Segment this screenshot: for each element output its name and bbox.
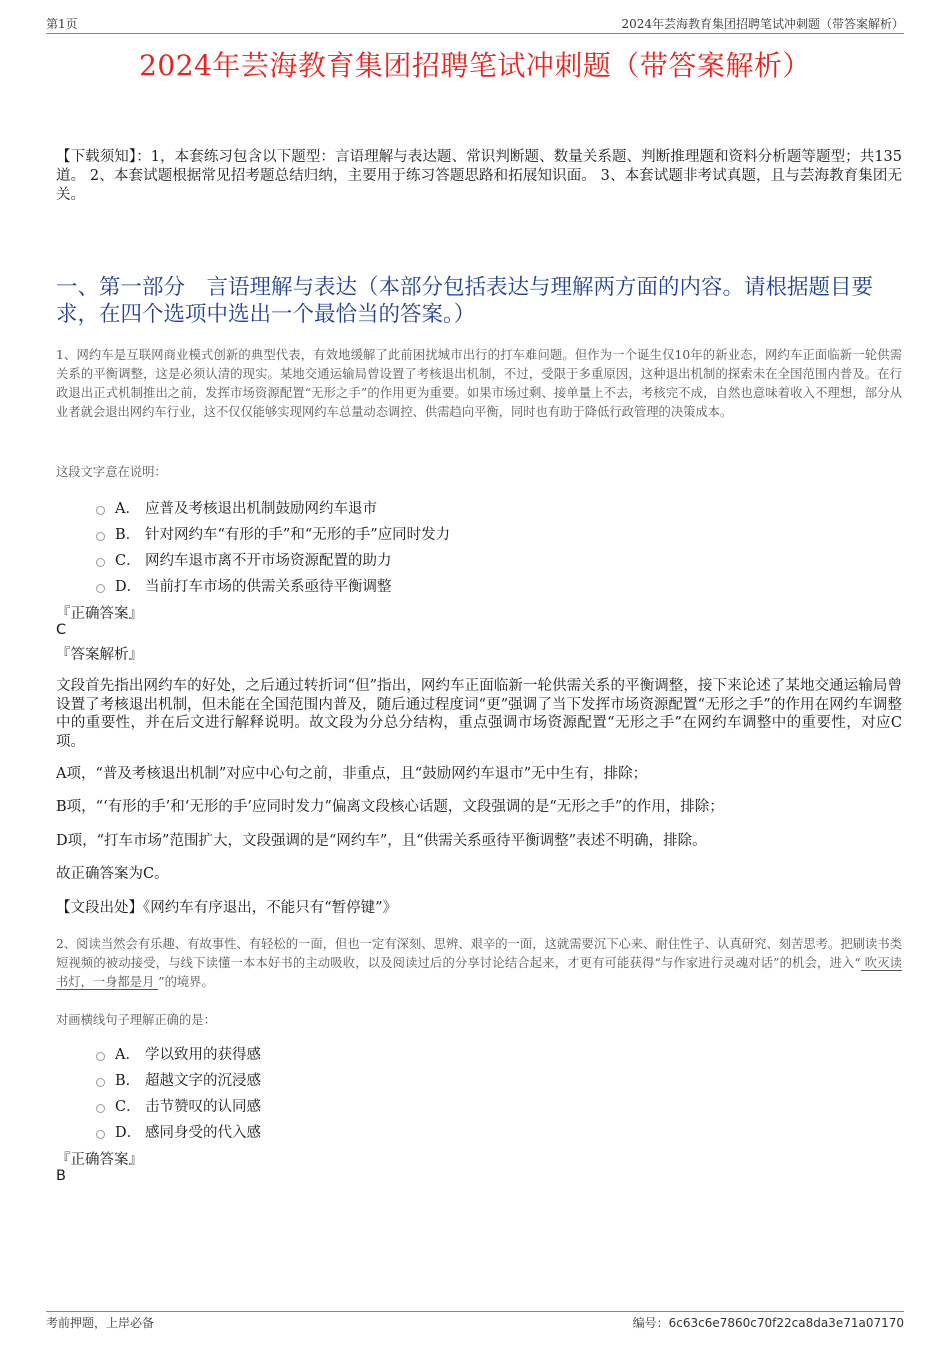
question-1-option-c[interactable] <box>96 549 392 570</box>
text-source: 【文段出处】《网约车有序退出，不能只有“暂停键”》 <box>56 900 398 916</box>
question-2-option-a[interactable] <box>96 1043 261 1064</box>
header-divider <box>46 33 904 34</box>
option-letter: B． <box>115 527 141 543</box>
code-value: 6c63c6e7860c70f22ca8da3e71a07170 <box>668 1316 904 1330</box>
option-letter: C． <box>115 1099 141 1115</box>
analysis-conclusion: 故正确答案为C。 <box>56 866 169 882</box>
option-text: 击节赞叹的认同感 <box>145 1099 261 1115</box>
option-text: 学以致用的获得感 <box>145 1047 261 1063</box>
option-text: 针对网约车“有形的手”和“无形的手”应同时发力 <box>145 527 451 543</box>
option-text: 超越文字的沉浸感 <box>145 1073 261 1089</box>
question-1-prompt: 这段文字意在说明： <box>56 465 167 479</box>
correct-answer-value: B <box>56 1168 66 1184</box>
radio-button-icon[interactable] <box>96 1130 105 1139</box>
footer-code <box>633 1314 904 1331</box>
analysis-note-d: D项，“打车市场”范围扩大，文段强调的是“网约车”，且“供需关系亟待平衡调整”表述不明确，排除。 <box>56 833 707 849</box>
radio-button-icon[interactable] <box>96 584 105 593</box>
page-title: 2024年芸海教育集团招聘笔试冲刺题（带答案解析） <box>139 49 811 82</box>
correct-answer-label: 『正确答案』 <box>56 606 143 622</box>
question-1-option-b[interactable] <box>96 523 450 544</box>
question-1-stem: 1、网约车是互联网商业模式创新的典型代表，有效地缓解了此前困扰城市出行的打车难问题。但作为一个诞生仅10年的新业态，网约车正面临新一轮供需关系的平衡调整，这是必须认清的现实。某地交通运输局曾设置了考核退出机制，不过，受限于多重原因，这种退出机制的探索未在全国范围内普及。在行政退出正式机制推出之前，发挥市场资源配置“无形之手”的作用更为重要。如果市场过剩、接单量上不去，考核完不成，自然也意味着收入不理想，部分从业者就会退出网约车行业，这不仅仅能够实现网约车总量动态调控、供需趋向平衡，同时也有助于降低行政管理的决策成本。 <box>56 348 902 419</box>
stem-text: 2、阅读当然会有乐趣、有故事性、有轻松的一面，但也一定有深刻、思辨、艰辛的一面，这就需要沉下心来、耐住性子、认真研究、刻苦思考。把刷读书类短视频的被动接受，与线下读懂一本本好书的主动吸收，以及阅读过后的分享讨论结合起来，才更有可能获得“与作家进行灵魂对话”的机会，进入“ <box>56 937 902 970</box>
analysis-note-b: B项，“‘有形的手’和‘无形的手’应同时发力”偏离文段核心话题，文段强调的是“无形之手”的作用，排除； <box>56 799 724 815</box>
radio-button-icon[interactable] <box>96 558 105 567</box>
correct-answer-value: C <box>56 622 67 638</box>
option-letter: D． <box>115 579 142 595</box>
option-text: 当前打车市场的供需关系亟待平衡调整 <box>145 579 392 595</box>
analysis-text: 文段首先指出网约车的好处，之后通过转折词“但”指出，网约车正面临新一轮供需关系的平衡调整，接下来论述了某地交通运输局曾设置了考核退出机制，但未能在全国范围内普及，随后通过程度词“更”强调了当下发挥市场资源配置“无形之手”的作用在网约车调整中的重要性，并在后文进行解释说明。故文段为分总分结构，重点强调市场资源配置“无形之手”在网约车调整中的重要性，对应C项。 <box>56 678 902 750</box>
radio-button-icon[interactable] <box>96 1078 105 1087</box>
analysis-note-a: A项，“普及考核退出机制”对应中心句之前，非重点，且“鼓励网约车退市”无中生有，排除； <box>56 766 648 782</box>
footer-divider <box>46 1311 904 1312</box>
option-letter: A． <box>115 501 140 517</box>
question-2-stem <box>56 935 902 992</box>
question-1-option-a[interactable] <box>96 497 377 518</box>
option-letter: B． <box>115 1073 141 1089</box>
stem-text-end: ”的境界。 <box>158 975 214 989</box>
radio-button-icon[interactable] <box>96 506 105 515</box>
radio-button-icon[interactable] <box>96 1052 105 1061</box>
option-letter: D． <box>115 1125 142 1141</box>
option-letter: A． <box>115 1047 140 1063</box>
option-text: 感同身受的代入感 <box>145 1125 261 1141</box>
footer-slogan: 考前押题，上岸必备 <box>46 1316 155 1330</box>
question-2-option-d[interactable] <box>96 1121 261 1142</box>
section-heading: 一、第一部分 言语理解与表达（本部分包括表达与理解两方面的内容。请根据题目要求，在四个选项中选出一个最恰当的答案。） <box>56 275 874 327</box>
radio-button-icon[interactable] <box>96 1104 105 1113</box>
correct-answer-label: 『正确答案』 <box>56 1152 143 1168</box>
question-2-option-c[interactable] <box>96 1095 261 1116</box>
download-notice: 【下载须知】：1，本套练习包含以下题型：言语理解与表达题、常识判断题、数量关系题、判断推理题和资料分析题等题型；共135道。 2、本套试题根据常见招考题总结归纳，主要用于练习答题思路和拓展知识面。 3、本套试题非考试真题，且与芸海教育集团无关。 <box>56 149 902 203</box>
question-2-option-b[interactable] <box>96 1069 261 1090</box>
analysis-label: 『答案解析』 <box>56 647 143 663</box>
question-1-option-d[interactable] <box>96 575 392 596</box>
header-doc-title: 2024年芸海教育集团招聘笔试冲刺题（带答案解析） <box>621 17 904 31</box>
question-2-prompt: 对画横线句子理解正确的是： <box>56 1013 216 1027</box>
option-letter: C． <box>115 553 141 569</box>
underlined-sentence: 吹灭读书灯，一身都是月 <box>56 956 902 989</box>
option-text: 网约车退市离不开市场资源配置的助力 <box>145 553 392 569</box>
option-text: 应普及考核退出机制鼓励网约车退市 <box>145 501 377 517</box>
radio-button-icon[interactable] <box>96 532 105 541</box>
page-number: 第1页 <box>46 17 78 31</box>
code-label: 编号： <box>632 1316 669 1330</box>
